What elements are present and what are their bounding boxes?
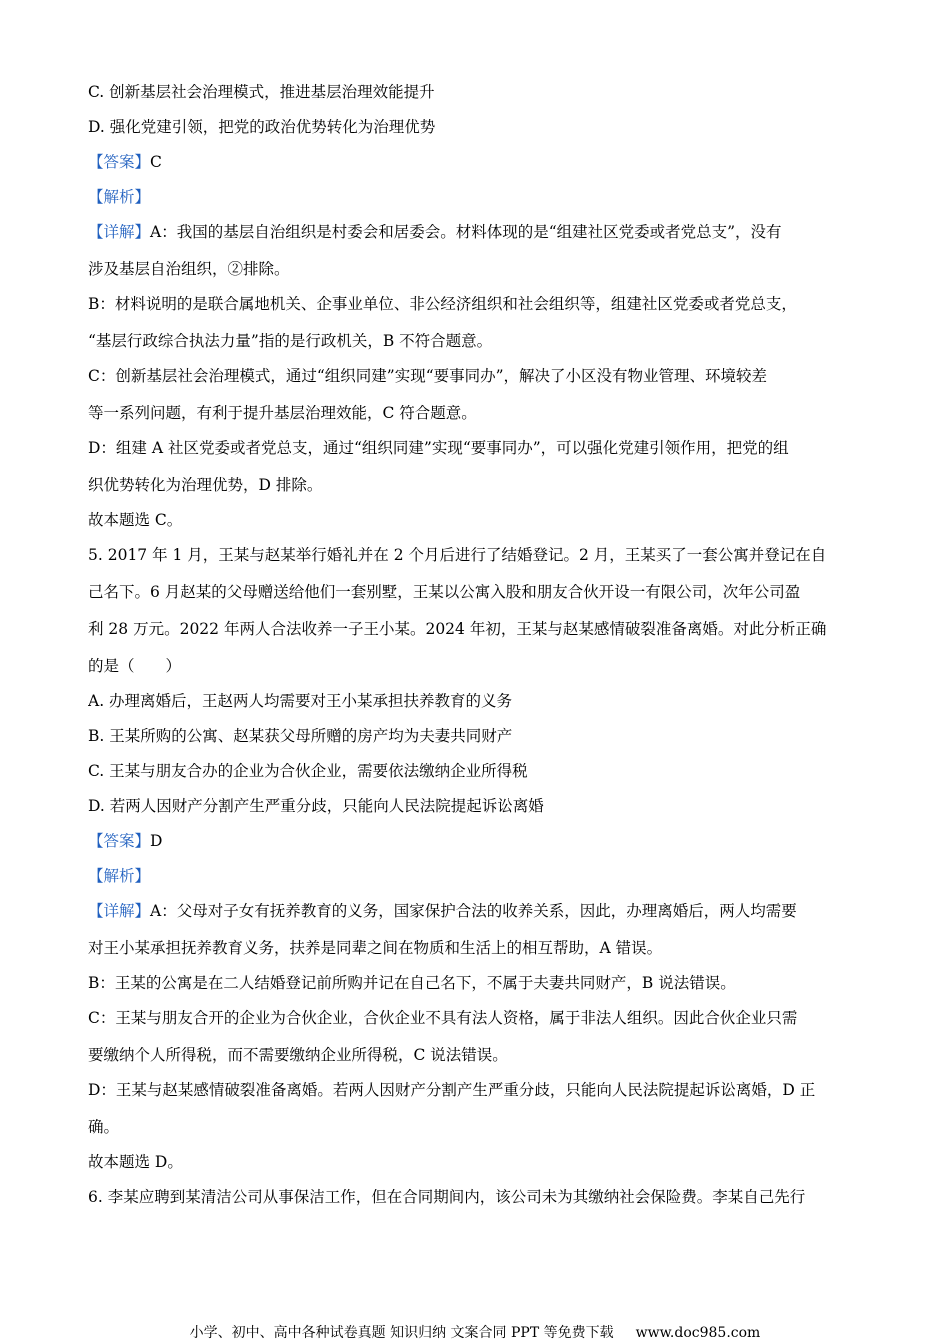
q5-option-a: A. 办理离婚后，王赵两人均需要对王小某承担扶养教育的义务 [88,692,513,710]
detail-text: A：父母对子女有抚养教育的义务，国家保护合法的收养关系，因此，办理离婚后，两人均需要 [150,902,797,920]
answer-value: C [150,153,162,171]
q5-stem-1: 5. 2017 年 1 月，王某与赵某举行婚礼并在 2 个月后进行了结婚登记。2 月，王某买了一套公寓并登记在自 [88,546,827,564]
q6-stem-1: 6. 李某应聘到某清洁公司从事保洁工作，但在合同期间内，该公司未为其缴纳社会保险费。李某自己先行 [88,1188,806,1206]
answer-value: D [150,832,163,850]
q4-detail-c-2: 等一系列问题，有利于提升基层治理效能，C 符合题意。 [88,404,477,422]
q4-detail-c-1: C：创新基层社会治理模式，通过“组织同建”实现“要事同办”，解决了小区没有物业管理、环境较差 [88,367,768,385]
q4-detail-b-2: “基层行政综合执法力量”指的是行政机关，B 不符合题意。 [88,332,493,350]
q4-detail-d-1: D：组建 A 社区党委或者党总支，通过“组织同建”实现“要事同办”，可以强化党建引领作用，把党的组 [88,439,789,457]
q5-stem-2: 己名下。6 月赵某的父母赠送给他们一套别墅，王某以公寓入股和朋友合伙开设一有限公司，次年公司盈 [88,583,801,601]
footer-url-link[interactable]: www.doc985.com [635,1325,761,1341]
footer-text: 小学、初中、高中各种试卷真题 知识归纳 文案合同 PPT 等免费下载 [189,1325,614,1341]
detail-text: A：我国的基层自治组织是村委会和居委会。材料体现的是“组建社区党委或者党总支”，没有 [150,223,782,241]
q5-conclusion: 故本题选 D。 [88,1153,183,1171]
q4-detail-d-2: 织优势转化为治理优势，D 排除。 [88,476,323,494]
q5-detail-a-1 [88,901,864,921]
q5-answer [88,831,864,851]
q4-option-c: C. 创新基层社会治理模式，推进基层治理效能提升 [88,83,435,101]
q5-detail-c-1: C：王某与朋友合开的企业为合伙企业，合伙企业不具有法人资格，属于非法人组织。因此合伙企业只需 [88,1009,798,1027]
answer-label: 【答案】 [88,832,151,850]
answer-label: 【答案】 [88,153,151,171]
q4-conclusion: 故本题选 C。 [88,511,183,529]
q4-detail-a-2: 涉及基层自治组织，②排除。 [88,260,290,278]
q4-analysis-label: 【解析】 [88,188,151,206]
q5-option-c: C. 王某与朋友合办的企业为合伙企业，需要依法缴纳企业所得税 [88,762,528,780]
detail-label: 【详解】 [88,223,151,241]
q5-detail-b-1: B：王某的公寓是在二人结婚登记前所购并记在自己名下，不属于夫妻共同财产，B 说法错误。 [88,974,736,992]
q5-detail-d-1: D：王某与赵某感情破裂准备离婚。若两人因财产分割产生严重分歧，只能向人民法院提起诉讼离婚，D 正 [88,1081,816,1099]
page-footer [0,1323,950,1343]
q4-detail-b-1: B：材料说明的是联合属地机关、企事业单位、非公经济组织和社会组织等，组建社区党委或者党总支， [88,295,797,313]
q4-detail-a-1 [88,222,864,242]
q5-stem-3: 利 28 万元。2022 年两人合法收养一子王小某。2024 年初，王某与赵某感情破裂准备离婚。对此分析正确 [88,620,827,638]
detail-label: 【详解】 [88,902,151,920]
q5-option-d: D. 若两人因财产分割产生严重分歧，只能向人民法院提起诉讼离婚 [88,797,544,815]
q5-analysis-label: 【解析】 [88,867,151,885]
q5-detail-c-2: 要缴纳个人所得税，而不需要缴纳企业所得税，C 说法错误。 [88,1046,508,1064]
q5-detail-d-2: 确。 [88,1118,120,1136]
q4-answer [88,152,864,172]
q4-option-d: D. 强化党建引领，把党的政治优势转化为治理优势 [88,118,436,136]
q5-option-b: B. 王某所购的公寓、赵某获父母所赠的房产均为夫妻共同财产 [88,727,513,745]
q5-stem-4: 的是（ ） [88,657,182,675]
q5-detail-a-2: 对王小某承担抚养教育义务，扶养是同辈之间在物质和生活上的相互帮助，A 错误。 [88,939,663,957]
